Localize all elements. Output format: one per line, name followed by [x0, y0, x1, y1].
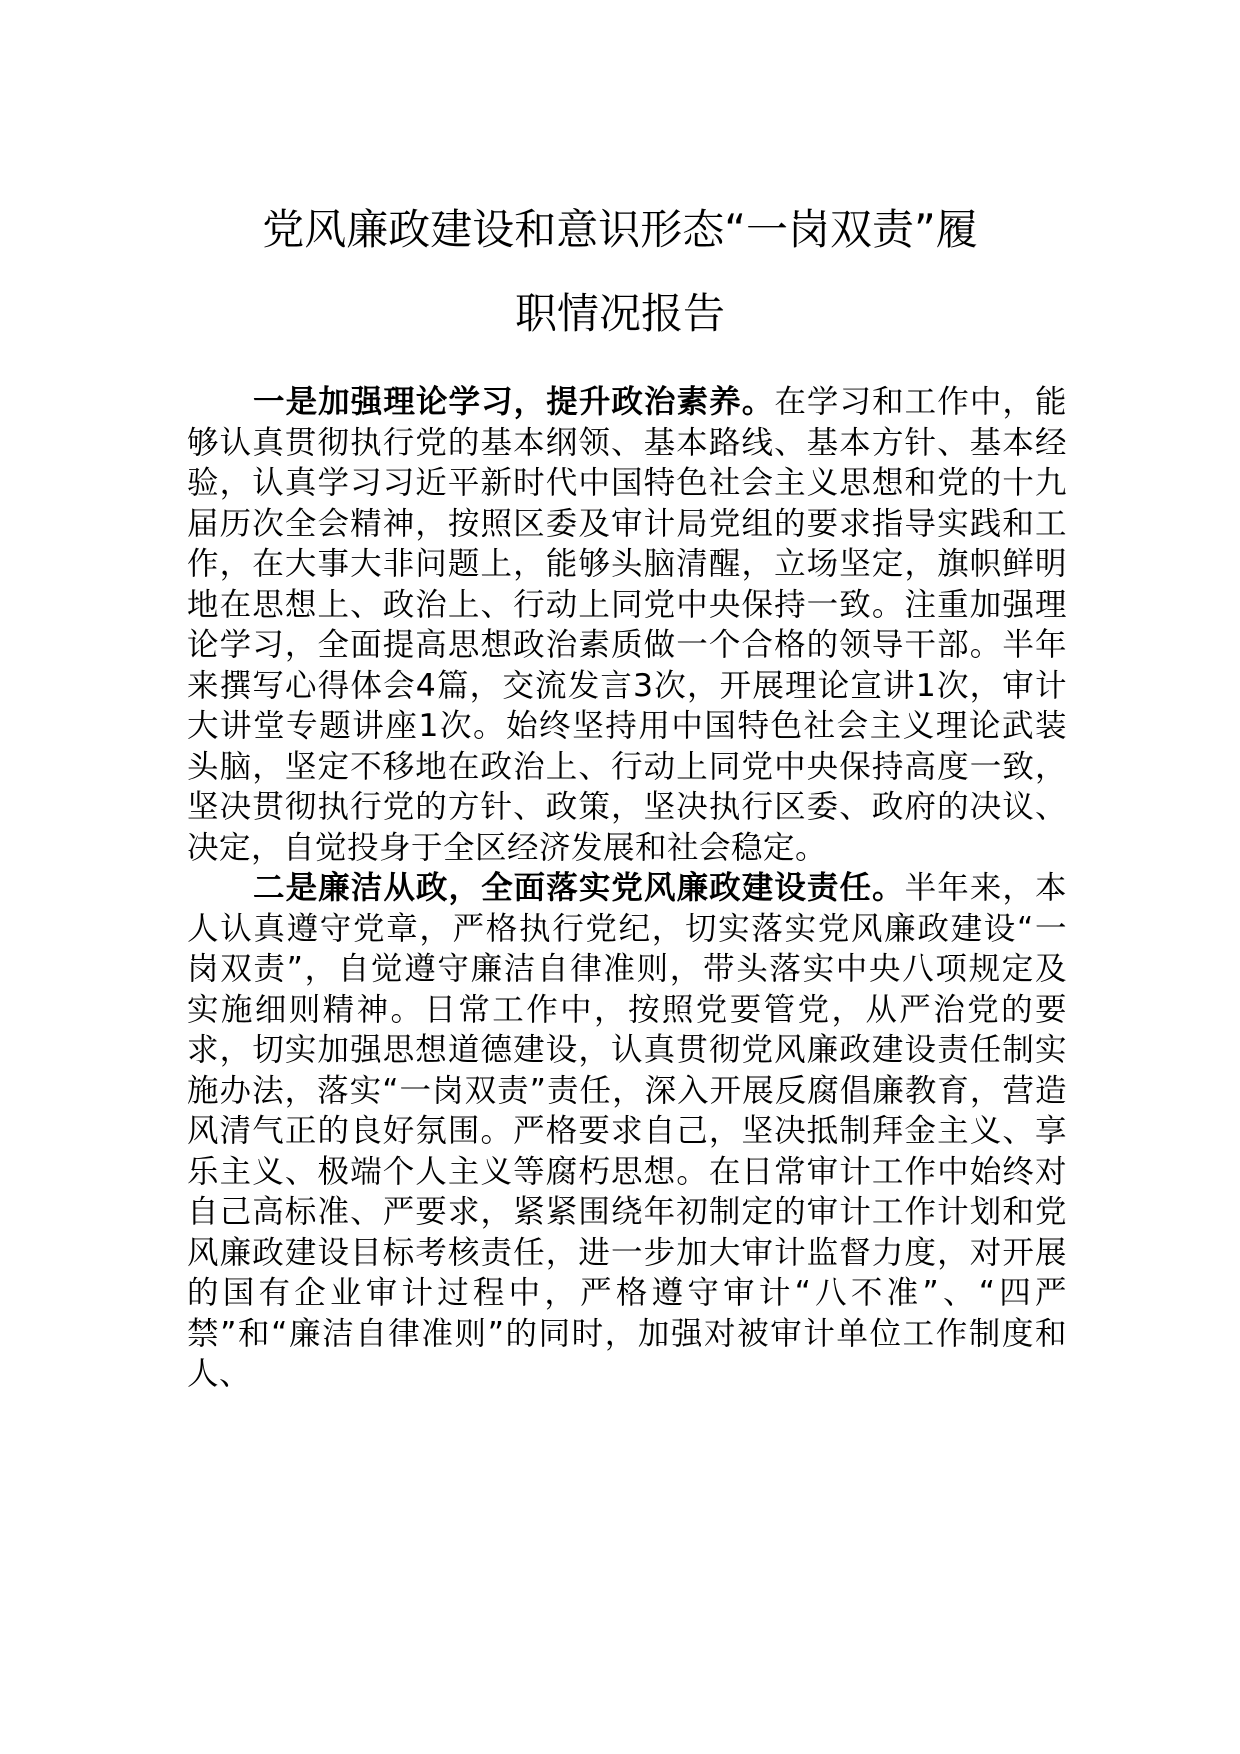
paragraph-clean-governance: [187, 868, 1067, 1395]
paragraph-heading: 一是加强理论学习，提升政治素养。: [253, 384, 775, 420]
title-line-2: 职情况报告: [514, 289, 725, 338]
paragraph-text: 在学习和工作中，能够认真贯彻执行党的基本纲领、基本路线、基本方针、基本经验，认真学习习近平新时代中国特色社会主义思想和党的十九届历次全会精神，按照区委及审计局党组的要求指导实践和工作，在大事大非问题上，能够头脑清醒，立场坚定，旗帜鲜明地在思想上、政治上、行动上同党中央保持一致。注重加强理论学习，全面提高思想政治素质做一个合格的领导干部。半年来撰写心得体会4篇，交流发言3次，开展理论宣讲1次，审计大讲堂专题讲座1次。始终坚持用中国特色社会主义理论武装头脑，坚定不移地在政治上、行动上同党中央保持高度一致，坚决贯彻执行党的方针、政策，坚决执行区委、政府的决议、决定，自觉投身于全区经济发展和社会稳定。: [187, 384, 1067, 866]
paragraph-theory-study: [187, 382, 1067, 868]
title-line-1: 党风廉政建设和意识形态“一岗双责”履: [262, 205, 978, 254]
document-body: [187, 382, 1067, 1395]
paragraph-heading: 二是廉洁从政，全面落实党风廉政建设责任。: [253, 870, 905, 906]
paragraph-text: 半年来，本人认真遵守党章，严格执行党纪，切实落实党风廉政建设“一岗双责”，自觉遵守廉洁自律准则，带头落实中央八项规定及实施细则精神。日常工作中，按照党要管党，从严治党的要求，切实加强思想道德建设，认真贯彻党风廉政建设责任制实施办法，落实“一岗双责”责任，深入开展反腐倡廉教育，营造风清气正的良好氛围。严格要求自己，坚决抵制拜金主义、享乐主义、极端个人主义等腐朽思想。在日常审计工作中始终对自己高标准、严要求，紧紧围绕年初制定的审计工作计划和党风廉政建设目标考核责任，进一步加大审计监督力度，对开展的国有企业审计过程中，严格遵守审计“八不准”、“四严禁”和“廉洁自律准则”的同时，加强对被审计单位工作制度和人、: [187, 870, 1067, 1392]
document-title: [180, 188, 1060, 356]
